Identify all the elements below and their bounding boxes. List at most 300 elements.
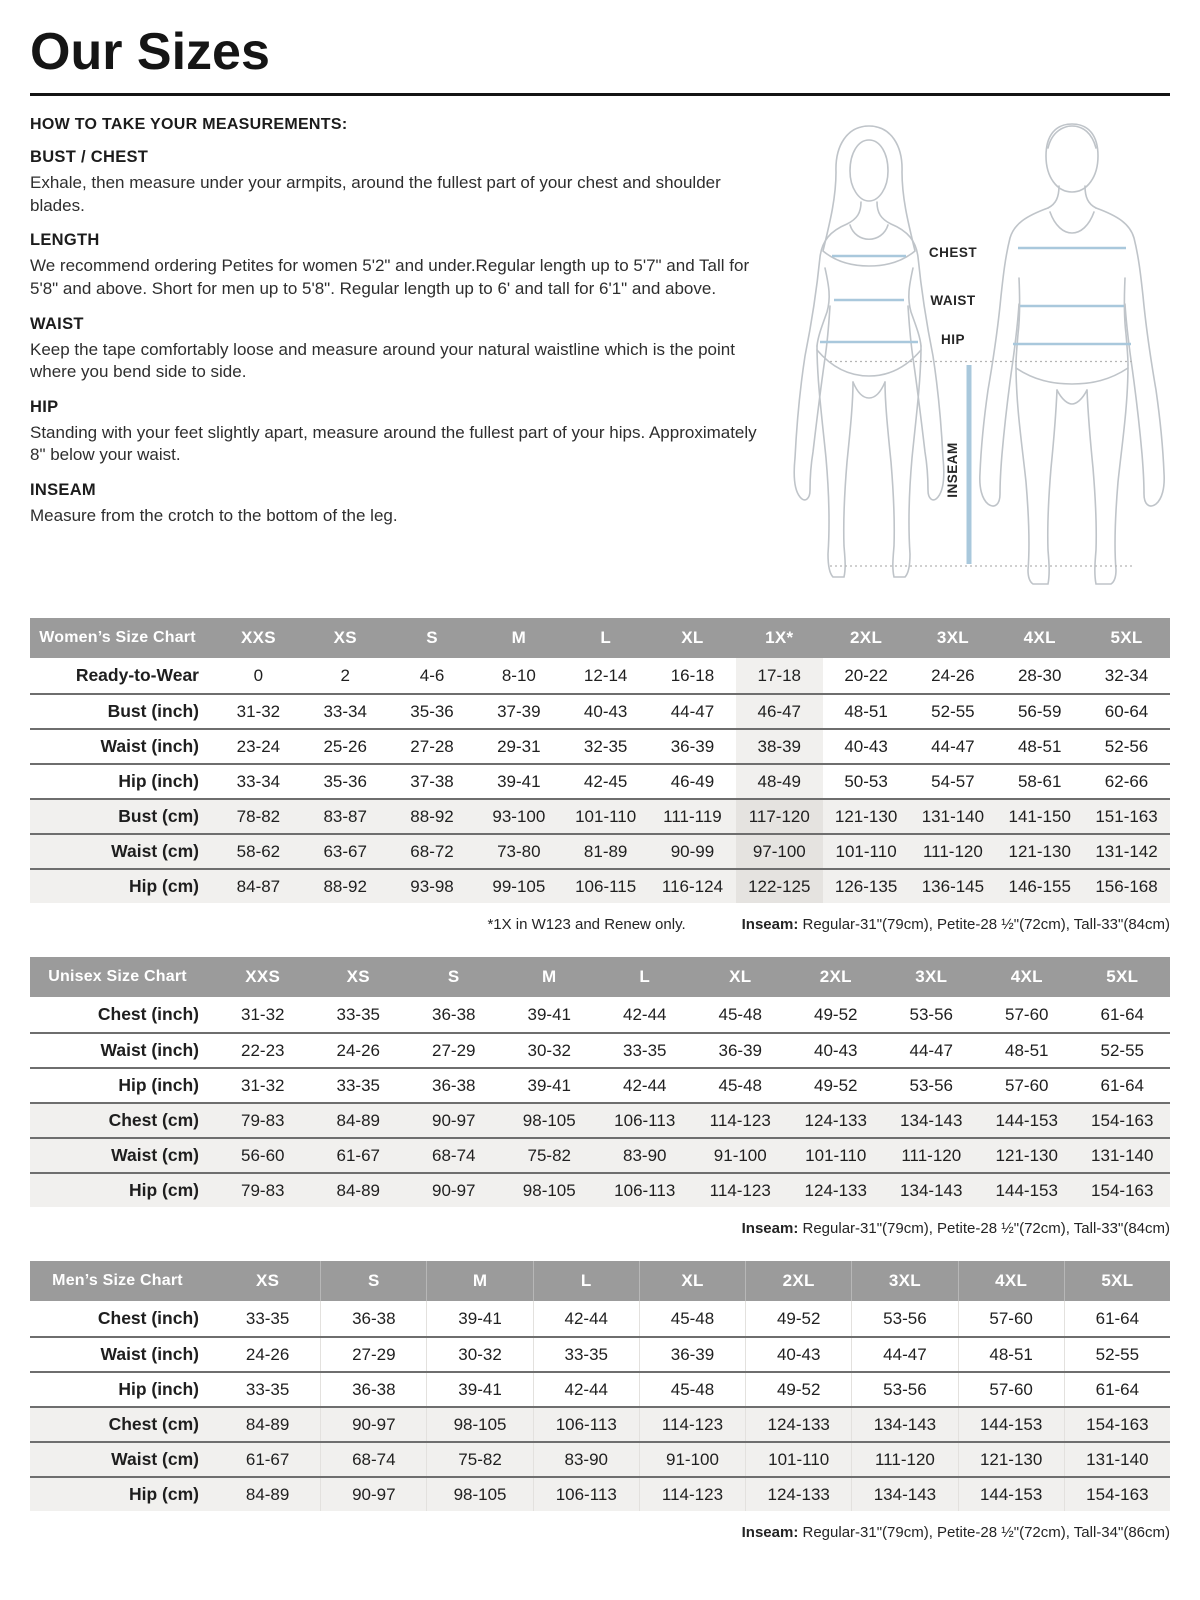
table-cell: 98-105	[522, 1180, 576, 1200]
table-cell: 99-105	[492, 876, 546, 896]
table-cell: 106-115	[575, 876, 637, 896]
table-cell: 39-41	[426, 1373, 532, 1406]
section-title: BUST / CHEST	[30, 148, 149, 167]
table-cell: 83-90	[533, 1443, 639, 1476]
table-cell: 33-35	[245, 1308, 290, 1328]
column-header: XXS	[245, 967, 281, 987]
table-cell: 121-130	[834, 806, 898, 826]
table-cell: 50-53	[844, 771, 888, 791]
section-hip	[30, 398, 762, 467]
table-cell: 44-47	[931, 736, 975, 756]
table-cell: 44-47	[909, 1040, 953, 1060]
table-title: Women’s Size Chart	[39, 629, 196, 647]
table-cell: 49-52	[745, 1301, 851, 1336]
table-cell: 75-82	[426, 1443, 532, 1476]
table-cell: 134-143	[851, 1478, 957, 1511]
table-cell: 49-52	[814, 1075, 858, 1095]
table-cell: 63-67	[323, 841, 367, 861]
table-cell: 144-153	[995, 1180, 1058, 1200]
table-cell: 61-64	[1064, 1301, 1170, 1336]
section-bust-chest	[30, 148, 762, 217]
table-cell: 81-89	[583, 841, 628, 861]
table-cell: 40-43	[745, 1338, 851, 1371]
table-row	[30, 1067, 1170, 1102]
table-cell: 156-168	[1095, 876, 1158, 896]
table-cell: 144-153	[995, 1110, 1058, 1130]
table-cell: 101-110	[835, 841, 897, 861]
table-cell: 39-41	[426, 1301, 532, 1336]
table-cell: 84-89	[245, 1414, 290, 1434]
column-header: XS	[255, 1271, 280, 1291]
table-cell: 56-59	[1017, 701, 1062, 721]
table-cell: 144-153	[958, 1478, 1064, 1511]
footnote: Inseam: Regular-31"(79cm), Petite-28 ½"(72cm), Tall-34"(86cm)	[741, 1524, 1170, 1542]
table-cell: 53-56	[909, 1075, 953, 1095]
row-label: Waist (inch)	[100, 1040, 199, 1061]
column-header: XL	[639, 1261, 745, 1301]
table-cell: 48-51	[1005, 1040, 1049, 1060]
table-cell: 61-64	[1064, 1373, 1170, 1406]
row-label: Hip (cm)	[129, 876, 199, 897]
table-row	[30, 1032, 1170, 1067]
table-cell: 24-26	[336, 1040, 380, 1060]
table-cell: 32-34	[1104, 665, 1149, 685]
table-cell: 75-82	[527, 1145, 571, 1165]
table-cell: 68-72	[410, 841, 454, 861]
page-title: Our Sizes	[30, 23, 270, 81]
table-cell: 73-80	[497, 841, 541, 861]
title-divider	[30, 93, 1170, 96]
section-body: We recommend ordering Petites for women 5'2" and under.Regular length up to 5'7" and Tall for 5'8" and above. Short for men up to 5'8". Regular length up to 6' and tall for 6'1" and above.	[30, 256, 750, 298]
table-cell: 33-35	[245, 1379, 290, 1399]
table-cell: 42-44	[533, 1301, 639, 1336]
column-header: S	[426, 628, 438, 648]
table-cell: 146-155	[1008, 876, 1071, 896]
table-cell: 114-123	[709, 1180, 771, 1200]
table-cell: 22-23	[241, 1040, 285, 1060]
table-cell: 36-39	[718, 1040, 762, 1060]
table-cell: 27-28	[410, 736, 454, 756]
table-cell: 16-18	[670, 665, 715, 685]
table-cell: 37-39	[497, 701, 541, 721]
table-row	[30, 1406, 1170, 1441]
column-header: XL	[729, 967, 752, 987]
table-row	[30, 997, 1170, 1032]
row-label: Hip (inch)	[118, 1075, 199, 1096]
table-cell: 126-135	[834, 876, 898, 896]
table-cell: 90-99	[670, 841, 715, 861]
footnote: *1X in W123 and Renew only.	[487, 916, 686, 934]
table-cell: 79-83	[241, 1110, 285, 1130]
table-cell: 90-97	[432, 1180, 476, 1200]
table-cell: 27-29	[432, 1040, 476, 1060]
footnote: Inseam: Regular-31"(79cm), Petite-28 ½"(72cm), Tall-33"(84cm)	[741, 916, 1170, 934]
table-cell: 154-163	[1064, 1408, 1170, 1441]
table-cell: 33-35	[623, 1040, 667, 1060]
table-row	[30, 1476, 1170, 1511]
table-cell: 28-30	[1017, 665, 1062, 685]
row-label: Waist (cm)	[111, 841, 199, 862]
column-header: L	[639, 967, 651, 987]
table-cell: 48-51	[958, 1338, 1064, 1371]
table-cell: 12-14	[583, 665, 628, 685]
table-cell: 31-32	[241, 1075, 285, 1095]
table-cell: 111-120	[922, 841, 983, 861]
table-cell: 57-60	[1005, 1075, 1049, 1095]
row-label: Hip (cm)	[129, 1484, 199, 1505]
table-cell: 68-74	[432, 1145, 476, 1165]
footnote-label: Inseam:	[741, 916, 799, 934]
table-cell: 106-113	[533, 1478, 639, 1511]
column-header: M	[511, 628, 527, 648]
table-cell: 42-45	[583, 771, 628, 791]
table-cell: 35-36	[323, 771, 367, 791]
table-cell: 40-43	[814, 1040, 858, 1060]
table-cell: 131-140	[1091, 1145, 1154, 1165]
column-header: 4XL	[958, 1261, 1064, 1301]
section-inseam	[30, 481, 762, 528]
table-cell: 2	[340, 665, 350, 685]
footnote-label: Inseam:	[741, 1524, 799, 1542]
row-label: Bust (inch)	[107, 701, 199, 722]
table-cell: 32-35	[583, 736, 628, 756]
table-row	[30, 1336, 1170, 1371]
column-header: M	[542, 967, 557, 987]
table-cell: 136-145	[921, 876, 985, 896]
table-cell: 31-32	[241, 1004, 285, 1024]
table-cell: 91-100	[639, 1443, 745, 1476]
column-header: 3XL	[915, 967, 948, 987]
row-label: Chest (inch)	[97, 1004, 199, 1025]
size-table-womens	[30, 618, 1170, 903]
table-cell: 36-39	[639, 1338, 745, 1371]
female-figure	[794, 126, 944, 577]
table-cell: 46-49	[670, 771, 715, 791]
table-row	[30, 1301, 1170, 1336]
table-footnotes	[30, 1524, 1170, 1541]
column-header: M	[426, 1261, 532, 1301]
table-cell: 33-35	[336, 1004, 380, 1024]
table-cell: 36-38	[320, 1301, 426, 1336]
table-cell: 30-32	[426, 1338, 532, 1371]
table-cell: 27-29	[320, 1338, 426, 1371]
section-body: Measure from the crotch to the bottom of the leg.	[30, 506, 398, 526]
table-cell: 0	[253, 665, 264, 685]
row-label: Hip (inch)	[118, 1379, 199, 1400]
column-header: XL	[681, 628, 704, 648]
table-cell: 4-6	[419, 665, 445, 685]
table-cell: 61-64	[1100, 1004, 1144, 1024]
column-header: 5XL	[1064, 1261, 1170, 1301]
measurement-instructions	[30, 116, 770, 527]
table-cell: 78-82	[236, 806, 281, 826]
table-cell: 68-74	[320, 1443, 426, 1476]
table-cell: 25-26	[323, 736, 367, 756]
table-cell: 111-120	[851, 1443, 957, 1476]
table-row	[30, 1102, 1170, 1137]
size-table-unisex	[30, 957, 1170, 1207]
table-row	[30, 833, 1170, 868]
column-header: 5XL	[1110, 628, 1143, 648]
section-title: WAIST	[30, 314, 84, 333]
table-cell: 60-64	[1104, 701, 1149, 721]
table-cell: 121-130	[995, 1145, 1058, 1165]
table-cell: 61-67	[336, 1145, 380, 1165]
table-cell: 111-119	[663, 806, 722, 826]
table-footnotes	[30, 1220, 1170, 1237]
column-header: L	[600, 628, 611, 648]
column-header: XXS	[240, 628, 276, 648]
table-cell: 44-47	[851, 1338, 957, 1371]
table-cell: 121-130	[958, 1443, 1064, 1476]
table-cell: 90-97	[320, 1408, 426, 1441]
table-cell: 101-110	[805, 1145, 867, 1165]
row-label: Waist (inch)	[100, 1344, 199, 1365]
table-cell: 144-153	[958, 1408, 1064, 1441]
column-header: 4XL	[1023, 628, 1056, 648]
column-header: L	[533, 1261, 639, 1301]
table-title: Men’s Size Chart	[52, 1272, 183, 1290]
table-cell: 52-55	[1100, 1040, 1144, 1060]
row-label: Chest (cm)	[108, 1414, 199, 1435]
table-cell: 24-26	[931, 665, 975, 685]
table-cell: 88-92	[410, 806, 454, 826]
table-cell: 114-123	[709, 1110, 771, 1130]
table-cell: 154-163	[1091, 1110, 1154, 1130]
table-cell: 36-38	[320, 1373, 426, 1406]
row-label: Hip (cm)	[129, 1180, 199, 1201]
section-title: LENGTH	[30, 231, 100, 250]
body-measurement-diagram	[770, 116, 1170, 590]
section-length	[30, 231, 762, 300]
table-cell: 30-32	[527, 1040, 571, 1060]
table-cell: 48-51	[1017, 736, 1062, 756]
table-footnotes	[30, 916, 1170, 933]
table-cell: 114-123	[639, 1408, 745, 1441]
table-cell: 90-97	[432, 1110, 476, 1130]
table-cell: 58-61	[1017, 771, 1062, 791]
table-row	[30, 763, 1170, 798]
table-cell: 37-38	[410, 771, 454, 791]
column-header: XS	[333, 628, 357, 648]
table-row	[30, 693, 1170, 728]
table-cell: 154-163	[1064, 1478, 1170, 1511]
table-cell: 45-48	[639, 1301, 745, 1336]
table-cell: 23-24	[236, 736, 281, 756]
table-row	[30, 658, 1170, 693]
table-cell: 122-125	[736, 870, 823, 903]
table-cell: 24-26	[245, 1344, 290, 1364]
table-cell: 36-38	[432, 1075, 476, 1095]
male-figure	[980, 124, 1164, 584]
table-cell: 106-113	[533, 1408, 639, 1441]
table-cell: 141-150	[1008, 806, 1071, 826]
table-cell: 33-35	[336, 1075, 380, 1095]
table-cell: 40-43	[844, 736, 888, 756]
table-cell: 52-56	[1104, 736, 1149, 756]
table-header-row	[30, 1261, 1170, 1301]
table-cell: 84-89	[245, 1484, 290, 1504]
table-cell: 33-35	[533, 1338, 639, 1371]
table-cell: 8-10	[501, 665, 536, 685]
table-cell: 48-51	[844, 701, 888, 721]
column-header: 3XL	[936, 628, 969, 648]
column-header: 4XL	[1010, 967, 1043, 987]
column-header: 2XL	[745, 1261, 851, 1301]
table-cell: 134-143	[851, 1408, 957, 1441]
table-cell: 45-48	[718, 1004, 762, 1024]
column-header: 2XL	[850, 628, 883, 648]
inseam-label: INSEAM	[945, 442, 960, 498]
table-cell: 106-113	[614, 1110, 676, 1130]
table-cell: 53-56	[909, 1004, 953, 1024]
table-cell: 45-48	[718, 1075, 762, 1095]
table-cell: 39-41	[527, 1075, 571, 1095]
section-body: Exhale, then measure under your armpits, around the fullest part of your chest and shoulder blades.	[30, 173, 721, 215]
row-label: Chest (cm)	[108, 1110, 199, 1131]
row-label: Waist (inch)	[100, 736, 199, 757]
table-cell: 98-105	[426, 1478, 532, 1511]
table-cell: 45-48	[639, 1373, 745, 1406]
table-cell: 124-133	[745, 1478, 851, 1511]
table-cell: 57-60	[958, 1373, 1064, 1406]
table-cell: 131-140	[1064, 1443, 1170, 1476]
table-cell: 134-143	[900, 1180, 963, 1200]
column-header: 2XL	[819, 967, 852, 987]
table-cell: 58-62	[236, 841, 281, 861]
table-cell: 114-123	[639, 1478, 745, 1511]
size-table-mens	[30, 1261, 1170, 1511]
table-cell: 121-130	[1008, 841, 1071, 861]
table-cell: 61-67	[245, 1449, 290, 1469]
table-cell: 49-52	[745, 1373, 851, 1406]
table-row	[30, 1441, 1170, 1476]
table-cell: 36-39	[670, 736, 715, 756]
table-cell: 39-41	[527, 1004, 571, 1024]
table-cell: 57-60	[958, 1301, 1064, 1336]
column-header: S	[320, 1261, 426, 1301]
table-cell: 33-34	[323, 701, 367, 721]
chest-label: CHEST	[928, 245, 978, 261]
table-cell: 49-52	[814, 1004, 858, 1024]
column-header: XS	[346, 967, 370, 987]
table-cell: 93-98	[410, 876, 454, 896]
body-diagram-svg	[772, 118, 1170, 590]
table-cell: 79-83	[241, 1180, 285, 1200]
row-label: Waist (cm)	[111, 1145, 199, 1166]
table-cell: 44-47	[670, 701, 715, 721]
table-cell: 29-31	[497, 736, 541, 756]
column-header: 3XL	[851, 1261, 957, 1301]
table-header-row	[30, 957, 1170, 997]
table-cell: 98-105	[426, 1408, 532, 1441]
table-cell: 53-56	[851, 1301, 957, 1336]
table-cell: 131-142	[1095, 841, 1158, 861]
table-cell: 98-105	[522, 1110, 576, 1130]
footnote-label: Inseam:	[741, 1220, 799, 1238]
row-label: Hip (inch)	[118, 771, 199, 792]
table-cell: 116-124	[661, 876, 724, 896]
row-label: Chest (inch)	[97, 1308, 199, 1329]
table-cell: 46-47	[736, 695, 823, 728]
table-cell: 54-57	[931, 771, 975, 791]
footnote: Inseam: Regular-31"(79cm), Petite-28 ½"(72cm), Tall-33"(84cm)	[741, 1220, 1170, 1238]
measurement-guide	[30, 116, 1170, 594]
table-row	[30, 798, 1170, 833]
table-cell: 106-113	[614, 1180, 676, 1200]
table-cell: 40-43	[583, 701, 628, 721]
section-waist	[30, 315, 762, 384]
table-row	[30, 1172, 1170, 1207]
inseam-guide-lines	[830, 362, 1134, 567]
table-cell: 134-143	[900, 1110, 963, 1130]
table-cell: 48-49	[736, 765, 823, 798]
column-header: S	[447, 967, 460, 987]
table-cell: 53-56	[851, 1373, 957, 1406]
instructions-heading: HOW TO TAKE YOUR MEASUREMENTS:	[30, 116, 348, 134]
table-cell: 124-133	[745, 1408, 851, 1441]
table-cell: 62-66	[1104, 771, 1149, 791]
table-cell: 117-120	[736, 800, 823, 833]
table-cell: 35-36	[410, 701, 454, 721]
table-cell: 52-55	[931, 701, 975, 721]
table-cell: 154-163	[1091, 1180, 1154, 1200]
table-cell: 52-55	[1064, 1338, 1170, 1371]
table-cell: 42-44	[623, 1075, 667, 1095]
section-body: Standing with your feet slightly apart, measure around the fullest part of your hips. Approximately 8" below your waist.	[30, 422, 757, 465]
table-cell: 93-100	[492, 806, 546, 826]
table-cell: 151-163	[1095, 806, 1158, 826]
table-cell: 39-41	[497, 771, 541, 791]
table-cell: 88-92	[323, 876, 367, 896]
table-cell: 124-133	[804, 1180, 867, 1200]
table-title: Unisex Size Chart	[48, 968, 187, 986]
table-cell: 91-100	[713, 1145, 767, 1165]
size-charts	[30, 618, 1170, 1541]
table-row	[30, 868, 1170, 903]
row-label: Waist (cm)	[111, 1449, 199, 1470]
table-cell: 83-87	[323, 806, 367, 826]
table-cell: 38-39	[736, 730, 823, 763]
table-cell: 84-89	[336, 1180, 380, 1200]
table-cell: 57-60	[1005, 1004, 1049, 1024]
hip-label: HIP	[940, 332, 966, 348]
column-header: 5XL	[1106, 967, 1139, 987]
row-label: Bust (cm)	[118, 806, 199, 827]
table-cell: 84-87	[236, 876, 281, 896]
table-row	[30, 728, 1170, 763]
table-cell: 84-89	[336, 1110, 380, 1130]
table-cell: 17-18	[736, 658, 823, 693]
table-row	[30, 1371, 1170, 1406]
section-body: Keep the tape comfortably loose and measure around your natural waistline which is the point where you bend side to side.	[30, 339, 735, 382]
table-cell: 36-38	[432, 1004, 476, 1024]
table-cell: 31-32	[236, 701, 281, 721]
table-cell: 61-64	[1100, 1075, 1144, 1095]
column-header: 1X*	[765, 628, 794, 648]
table-cell: 56-60	[241, 1145, 285, 1165]
section-title: INSEAM	[30, 481, 96, 500]
table-cell: 83-90	[623, 1145, 667, 1165]
table-cell: 124-133	[804, 1110, 867, 1130]
waist-label: WAIST	[930, 293, 976, 309]
table-cell: 131-140	[921, 806, 985, 826]
table-header-row	[30, 618, 1170, 658]
table-cell: 101-110	[575, 806, 637, 826]
table-cell: 111-120	[901, 1145, 962, 1165]
table-cell: 90-97	[320, 1478, 426, 1511]
table-cell: 42-44	[623, 1004, 667, 1024]
